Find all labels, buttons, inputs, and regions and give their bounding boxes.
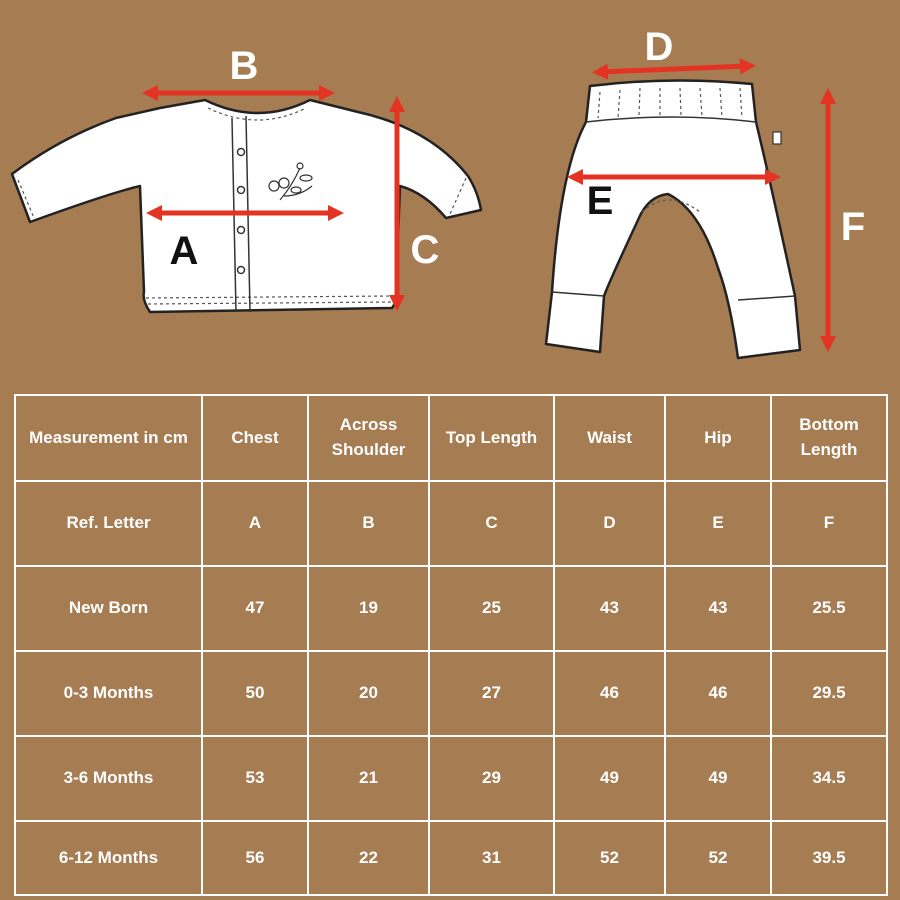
table-cell: 22 <box>308 821 429 895</box>
table-cell: 52 <box>665 821 771 895</box>
table-cell: B <box>308 481 429 566</box>
row-label: Ref. Letter <box>15 481 202 566</box>
letter-b: B <box>229 44 259 88</box>
table-cell: 43 <box>665 566 771 651</box>
table-cell: 21 <box>308 736 429 821</box>
letter-c: C <box>410 228 440 272</box>
letter-e: E <box>586 179 614 223</box>
table-cell: 43 <box>554 566 665 651</box>
table-cell: 27 <box>429 651 554 736</box>
header-cell: Measurement in cm <box>15 395 202 481</box>
table-cell: 50 <box>202 651 308 736</box>
row-label: 6-12 Months <box>15 821 202 895</box>
table-cell: 47 <box>202 566 308 651</box>
letter-d: D <box>644 25 674 69</box>
table-cell: 56 <box>202 821 308 895</box>
header-cell: Waist <box>554 395 665 481</box>
table-cell: 39.5 <box>771 821 887 895</box>
baby-pants-illustration <box>546 80 800 358</box>
table-cell: 19 <box>308 566 429 651</box>
header-cell: Top Length <box>429 395 554 481</box>
header-cell: Hip <box>665 395 771 481</box>
table-row <box>15 651 887 736</box>
baby-top-illustration <box>12 100 481 312</box>
arrow-d <box>600 66 748 72</box>
table-row <box>15 566 887 651</box>
table-cell: E <box>665 481 771 566</box>
table-cell: D <box>554 481 665 566</box>
table-cell: 46 <box>554 651 665 736</box>
table-cell: 20 <box>308 651 429 736</box>
table-cell: C <box>429 481 554 566</box>
table-cell: 34.5 <box>771 736 887 821</box>
label-tag-icon <box>773 132 781 144</box>
table-cell: 31 <box>429 821 554 895</box>
row-label: New Born <box>15 566 202 651</box>
letter-a: A <box>169 229 199 273</box>
table-cell: 49 <box>554 736 665 821</box>
table-cell: 49 <box>665 736 771 821</box>
table-cell: 29.5 <box>771 651 887 736</box>
table-cell: 25 <box>429 566 554 651</box>
row-label: 3-6 Months <box>15 736 202 821</box>
table-cell: 53 <box>202 736 308 821</box>
letter-f: F <box>840 205 866 249</box>
garment-measurement-diagram <box>0 0 900 380</box>
table-cell: F <box>771 481 887 566</box>
table-cell: A <box>202 481 308 566</box>
table-cell: 46 <box>665 651 771 736</box>
header-cell: Chest <box>202 395 308 481</box>
row-label: 0-3 Months <box>15 651 202 736</box>
table-cell: 29 <box>429 736 554 821</box>
header-cell: Bottom Length <box>771 395 887 481</box>
table-header-row <box>15 395 887 481</box>
table-cell: 52 <box>554 821 665 895</box>
table-row <box>15 821 887 895</box>
header-cell: Across Shoulder <box>308 395 429 481</box>
size-chart-table <box>14 394 888 896</box>
table-row <box>15 736 887 821</box>
table-row <box>15 481 887 566</box>
table-cell: 25.5 <box>771 566 887 651</box>
